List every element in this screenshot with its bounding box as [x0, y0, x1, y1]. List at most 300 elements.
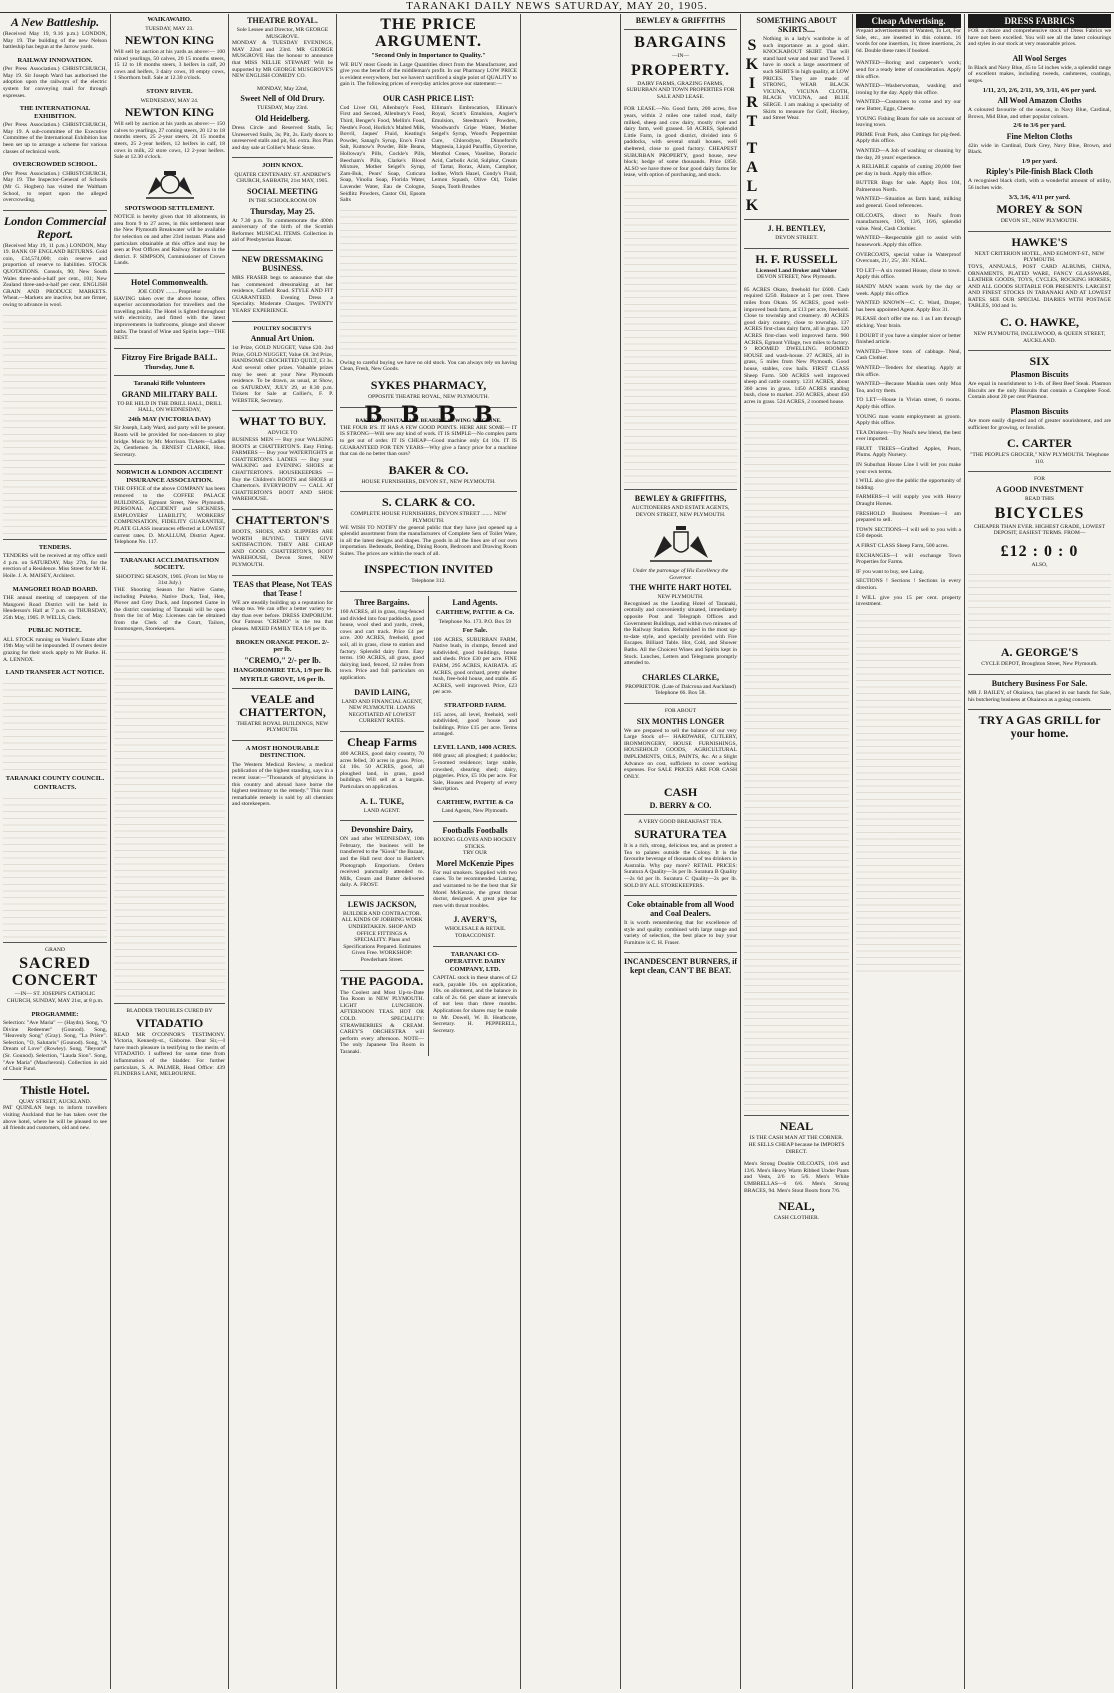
price-list-left: Cod Liver Oil, Allenbury's Food, First and Second, Allenbury's Food, Third, Benger's Food, Mellin's Food, Nestle's Food, Horlick's Malted Milk, Bovril, Jaques' Fluid, Keating's Powder, Sanagi's Syrup, Eno's Fruit Salt, Kutnow's Powder, Bile Beans, Holloway's Pills, Cockle's Pills, Beecham's Pills, Clarke's Blood Mixture, Mother Seigel's Syrup, Zam-Buk, Pears' Soap, Cuticura Soap, Vinolia Soap, Florida Water, Lavender Water, Eau de Cologne, Seidlitz Powders, Castor Oil, Epsom Salts — [340, 104, 426, 204]
notice-heading: PUBLIC NOTICE. — [28, 627, 82, 635]
tobacconist-details: WHOLESALE & RETAIL TOBACCONIST. — [444, 926, 506, 939]
event-text: At 7.30 p.m. To commemorate the 400th anniversary of the birth of the Scottish Reformer. MUSICAL ITEMS. Collection in aid of Presbyterian Bazaar. — [232, 217, 333, 244]
advice-title: WHAT TO BUY. — [238, 414, 327, 429]
tea-price: HANGOROMIRE TEA, 1/9 per lb. — [233, 666, 332, 674]
sale-heading: WAIKAWAHO. — [147, 16, 192, 23]
classified-ad: YOUNG Fishing Boats for sale on account of leaving town. — [856, 115, 961, 129]
notice-heading: CONTRACTS. — [33, 784, 77, 792]
skirts-text: Nothing in a lady's wardrobe is of such importance as a good skirt. KNOCKABOUT SKIRT. That will stand hard wear and tear and Tweed. I have in stock a large assortment of such SKIRTS in high quality, at LOW PRICES. They are made of STRONG, WEAR BLACK VICUNA, VICUNA CLOTH, BLACK VICUNA, and BLUE SERGE. I am making a speciality of Skirts to measure for Golf, Hockey, and Street Wear. — [763, 36, 849, 122]
text-block — [3, 315, 107, 535]
price-list-right: Elliman's Embrocation, Elliman's Royal, Scott's Emulsion, Angier's Emulsion, Steedman's Powders, Woodward's Gripe Water, Mother Seigel's Syrup, Wood's Peppermint Cure, Chlorodyne, Dinneford's Magnesia, Liquid Paraffin, Glycerine, Menthol Cones, Vaseline, Boracic Acid, Carbolic Acid, Sulphur, Cream of Tartar, Borax, Alum, Camphor, Iodine, Witch Hazel, Condy's Fluid, Lemon Squash, Olive Oil, Toilet Soaps, Tooth Brushes — [431, 104, 517, 190]
business-title: NEW DRESSMAKING BUSINESS. — [241, 254, 324, 273]
classified-ad: TO LET—A six roomed House, close to town. Apply this office. — [856, 267, 961, 281]
clothier-name: NEAL — [779, 1119, 814, 1134]
notice-text: NOTICE is hereby given that 10 allotments, in area from 9 to 27 acres, in this settlement near the New Plymouth Breakwater will be available for selection on and after 23rd instant. Plans and particulars obtainable at this office and may be seen at Post Offices and Railway Stations in the district. F. SIMPSON, Commissioner of Crown Lands. — [114, 214, 225, 267]
column-8 — [853, 14, 964, 1689]
divider — [340, 491, 517, 492]
auctioneer-name: NEWTON KING — [124, 105, 215, 120]
shop-address: NEXT CRITERION HOTEL, AND EGMONT-ST., NEW PLYMOUTH. — [974, 250, 1105, 264]
sale-text: Will sell by auction at his yards as above:— 150 calves to yearlings, 27 coming steers, 20 12 to 18 months steers, 25 2-year steers, 24 15 months steers, 25 2-year heifers, 12 heifers in calf, 18 cows in milk, 22 store cows, 12 2-year heifers. Sale at 12.30 o'clock. — [114, 121, 225, 161]
vertical-letter: K — [745, 56, 759, 73]
divider — [114, 348, 225, 349]
clothier-tagline: CASH CLOTHIER. — [773, 1215, 820, 1222]
event-place: IN THE SCHOOLROOM ON — [248, 198, 317, 204]
tea-title: TEAS that Please, Not TEAS that Tease ! — [232, 579, 333, 598]
divider — [232, 575, 333, 576]
classified-ad: WANTED—Washerwoman, washing and ironing by the day. Apply this office. — [856, 83, 961, 96]
butchery-title: Butchery Business For Sale. — [991, 678, 1088, 688]
vertical-letter: T — [746, 140, 758, 157]
sale-date: WEDNESDAY, MAY 24. — [140, 97, 199, 104]
event-heading: Taranaki Rifle Volunteers — [133, 380, 206, 388]
classified-ad: EXCHANGES—I will exchange Town Properties for Farms. — [856, 552, 961, 566]
grocer-name: C. CARTER — [1007, 436, 1072, 451]
firm-name: D. BERRY & CO. — [649, 801, 712, 811]
farms-title: Cheap Farms — [347, 734, 417, 749]
notice-text: TENDERS will be received at my office until 4 p.m. on SATURDAY, May 27th, for the erection of a Residence. Miss Street for Mr H. Hoile. J. A. MAISEY, Architect. — [3, 553, 107, 579]
column-3 — [229, 14, 336, 1689]
classified-ad: WANTED—Respectable girl to assist with housework. Apply this office. — [856, 235, 961, 249]
shop-owner: C. O. HAWKE, — [999, 315, 1079, 330]
shop-title: CHATTERTON'S — [235, 513, 330, 527]
tea-text: It is a rich, strong, delicious tea, and as protect a Tea to palates outside the Colony. It is the favourite beverage of thousands of tea drinkers in Australia. Why pay more? RETAIL PRICES: Suratura A Quality—3s per lb. Suratura B Quality—2s 6d per lb. Suratura C Quality—2s per lb. SOLD BY ALL STOREKEEPERS. — [624, 842, 737, 889]
tobacconist-name: J. AVERY'S, — [453, 915, 497, 925]
hotel-place: NEW PLYMOUTH. — [657, 594, 704, 601]
divider — [114, 273, 225, 274]
classified-list — [856, 60, 961, 607]
burners-title: INCANDESCENT BURNERS, if kept clean, CAN'T BE BEAT. — [624, 957, 737, 976]
event-text: Sir Joseph, Lady Ward, and party will be present. Room will be provided for non-dancers to play bridge. Music by Mr. Morrison. Tickets—Ladies 2s, Gentlemen 3s. ERNEST CLARKE, Hon. Secretary. — [114, 425, 225, 458]
divider — [340, 895, 424, 896]
news-text: (Per Press Association.) CHRISTCHURCH, May 19. Sir Joseph Ward has authorised the adoption upon the railways of the electric system for conveying mail for through expresses. — [3, 66, 107, 99]
firm-name: S. CLARK & CO. — [381, 495, 475, 510]
invest-prefix: FOR — [1034, 476, 1045, 483]
divider — [968, 709, 1111, 710]
play-date: MONDAY, May 22nd, — [257, 85, 308, 92]
draper-address: DEVON ST., NEW PLYMOUTH. — [1000, 218, 1079, 225]
concert-title: SACRED CONCERT — [11, 955, 99, 990]
divider — [3, 1079, 107, 1080]
also-label: ALSO, — [1031, 561, 1048, 568]
pipes-text: For real smokers. Supplied with two cases. To be recommended. Lasting, and warranted to be the best that Sir Morel McKenzie, the great throat doctor, designed. A great pipe for men with throat troubles. — [433, 869, 517, 909]
letter-b: B — [400, 401, 420, 428]
programme-heading: PROGRAMME: — [31, 1010, 79, 1018]
notice-text: ALL STOCK running on Vealer's Estate after 19th May will be impounded. If owners desire grazing for their stock apply to Mr Burke. H. A. LENNOX. — [3, 636, 107, 663]
tea-brand: SURATURA TEA — [634, 826, 727, 841]
sale-title: SIX MONTHS LONGER — [636, 716, 725, 726]
column-4 — [337, 14, 520, 1689]
vertical-letter: I — [748, 75, 756, 92]
bargains-in: —IN— — [671, 53, 690, 59]
remedy-text: READ MR O'CONNOR'S TESTIMONY. Victoria, Kennedy-st., Gisborne. Dear Sir,—I have much pleasure in testifying to the merits of VITADATIO. I suffered for some time from inflammation of the bladder. For further particulars, S. A. PALMER, Head Office: 439 FLINDERS LANE, MELBOURNE. — [114, 1031, 225, 1078]
company-text: CAPITAL stock in these shares of £2 each, payable 10s. on application, 10s. on allotment, and the balance in calls of 2s. 6d. per share at intervals of not less than three months. Applications for shares may be made to Mr. Dowell, W. B. Heathcote, Secretary. H. PEPPERELL, Secretary. — [433, 975, 517, 1034]
text-block — [3, 798, 107, 938]
try-label: TRY OUR — [463, 850, 487, 857]
concert-details: —IN— ST. JOSEPH'S CATHOLIC CHURCH, SUNDAY, MAY 21st, at 8 p.m. — [6, 991, 104, 1004]
agent-details: LAND AGENT. — [363, 807, 401, 814]
tea-price: MYRTLE GROVE, 1/6 per lb. — [240, 676, 325, 684]
text-block — [3, 683, 107, 773]
classified-ad: FRUIT TREES—Grafted Apples, Pears, Plums. Apply Nursery. — [856, 445, 961, 459]
text-block — [856, 614, 961, 974]
firm-name: CARTHEW, PATTIE & Co. — [435, 609, 515, 617]
theatre-lessee: Sole Lessee and Director, MR GEORGE MUSGROVE. — [236, 27, 329, 40]
fabric-title: All Wool Serges — [1012, 53, 1067, 63]
event-title: GRAND MILITARY BALL — [121, 389, 218, 399]
fabric-price: 1/9 per yard. — [1021, 157, 1058, 165]
vertical-letter: S — [747, 37, 757, 54]
price-list-footnote: Owing to careful buying we have no old stock. You can always rely on having Clean, Fresh, New Goods. — [340, 359, 517, 373]
telephone: Telephone 312. — [411, 578, 446, 585]
fabric-text: In Black and Navy Blue, 45 to 54 inches wide, a splendid range of excellent makes, including tweeds, cashmeres, coatings, serges. — [968, 64, 1111, 84]
advice-text: BUSINESS MEN — Buy your WALKING BOOTS at CHATTERTON'S. Easy Fitting. FARMERS — Buy your WATERTIGHTS at CHATTERTON'S. LADIES — Buy your WALKING and EVENING SHOES at CHATTERTON'S. HOUSEKEEPERS — Buy the Children's BOOTS and SHOES at Chatterton's. EVERYBODY — CALL AT CHATTERTON'S BOOT AND SHOE WAREHOUSE. — [232, 437, 333, 503]
land-agents-heading: Land Agents. — [452, 598, 498, 608]
masthead: TARANAKI DAILY NEWS SATURDAY, MAY 20, 1905. — [0, 0, 1114, 13]
grocer-details: "THE PEOPLE'S GROCER," NEW PLYMOUTH. Telephone 110. — [970, 452, 1109, 465]
vertical-letter: A — [746, 159, 758, 176]
divider — [744, 1115, 849, 1116]
society-subheading: SHOOTING SEASON, 1905. (From 1st May to 31st July.) — [115, 573, 224, 587]
cheap-advertising-intro: Prepaid advertisements of Wanted, To Let, For Sale, etc., are inserted in this column. 16 words for one insertion, 1s; three insertions, 2s 6d. Double these rates if booked. — [856, 28, 961, 54]
property-title: PROPERTY. — [631, 61, 730, 79]
divider — [3, 210, 107, 211]
classified-ad: IN Suburban House Line I will let you make your own terms. — [856, 462, 961, 475]
article-heading: A MOST HONOURABLE DISTINCTION. — [245, 744, 320, 760]
clothier-items: Men's Strong Double OILCOATS, 10/6 and 13/6. Men's Heavy Warm Ribbed Under Pants and Vests, 2/6 to 5/6. Men's White UMBRELLAS—6 6/6. Men's Strong BRACES, 9d. Men's Stout Boots from 7/6. — [744, 1161, 849, 1194]
play-title: Old Heidelberg. — [255, 113, 310, 123]
cheap-advertising-title: Cheap Advertising. — [856, 14, 961, 28]
divider — [624, 29, 737, 30]
divider — [232, 321, 333, 322]
classified-ad: TOWN SECTIONS—I will sell to you with a £50 deposit. — [856, 526, 961, 540]
society-heading: TARANAKI ACCLIMATISATION SOCIETY. — [120, 556, 219, 572]
shop-text: TOYS, ANNUALS, POST CARD ALBUMS, CHINA, ORNAMENTS, PLATED WARE, FANCY GLASSWARE, LEATHER GOODS, TOYS, CYCLES, ROCKING HORSES, AND ALL GOODS SUITABLE FOR PRESENTS. LARGEST AND FINEST STOCKS IN TARANAKI AND AT LOWEST RATES. SEE OUR SPECIAL DIARIES WITH POSTAGE TABLES, 10d and 1s. — [968, 263, 1111, 310]
broker-name: H. F. RUSSELL — [755, 251, 838, 266]
draper-name: MOREY & SON — [996, 202, 1083, 217]
event-heading: JOHN KNOX. — [262, 162, 303, 170]
longer-prefix: FOR ABOUT — [664, 708, 697, 714]
divider — [232, 410, 333, 411]
classified-ad: A FIRST CLASS Sheep Farm, 500 acres. — [856, 543, 949, 549]
property-subtitle: DAIRY FARMS, GRAZING FARMS, SUBURBAN AND TOWN PROPERTIES FOR SALE AND LEASE. — [626, 80, 735, 100]
report-body: (Received May 19, 11 p.m.) LONDON, May 19. BANK OF ENGLAND RETURNS. Gold coin, £34,574,000; coin reserve and proportion of reserve to liabilities. STOCK QUOTATIONS. Consols, 90; New South Wales three-and-a-half per cent., 101; New Zealand three-and-a-half per cent. ENGLISH GRAIN AND PRODUCE MARKETS. Wheat.—Markets are inactive, but are firmer, owing to advance in wool. — [3, 242, 107, 309]
tearoom-text: The Coolest and Most Up-to-Date Tea Room in NEW PLYMOUTH. LIGHT LUNCHEON. AFTERNOON TEAS. HOT OR COLD. SPECIALITY: STRAWBERRIES & CREAM. CAREY'S ORCHESTRA will perform every afternoon. NOTE—The only Japanese Tea Room in Taranaki. — [340, 989, 424, 1055]
property-text: FOR LEASE.—No. Good farm, 200 acres, five years, within 2 miles one tailed road, daily milked, sheep and cow dairy, mostly river and dairy farm, well grassed. 50 ACRES, Splendid Little Farm, in good district, divided into 6 paddocks, with several small houses, well sheltered, close to good factory. CHEAPEST SUBURBAN PROPERTY, good house, new block; hedge of some thousands. Price £850. ALSO we have three or four good dairy farms for lease, with option of purchasing, and stock. — [624, 106, 737, 179]
classified-ad: SECTIONS ! Sections ! Sections in every direction. — [856, 578, 961, 591]
agent-name: DAVID LAING, — [354, 687, 410, 697]
fabric-text: 42in wide in Cardinal, Dark Grey, Navy Blue, Brown, and Black. — [968, 142, 1111, 156]
news-text: (Per Press Association.) CHRISTCHURCH, May 19. The Inspector-General of Schools (Mr G. Hogben) has visited the Waltham School, to report upon the alleged overcrowding. — [3, 170, 107, 204]
sports-goods: BOXING GLOVES AND HOCKEY STICKS. — [433, 837, 517, 850]
biscuits-text: Are equal in nourishment to 1-lb. of Best Beef Steak. Plasmon Biscuits are the only Biscuits that contain a Complete Food. Contain about 20 per cent Plasmon. — [968, 381, 1111, 401]
divider — [340, 820, 424, 821]
classified-ad: BUTTER Bags for sale. Apply Box 104, Palmerston North. — [856, 180, 961, 193]
skirt-talk-vertical — [744, 36, 760, 215]
divider — [968, 231, 1111, 232]
insurance-text: THE OFFICE of the above COMPANY has been removed to the COFFEE PALACE BUILDINGS, Egmont Street, New Plymouth. PERSONAL ACCIDENT and SICKNESS, EMPLOYERS' LIABILITY, WORKERS' COMPENSATION, FIDELITY GUARANTEE, PLATE GLASS insurances effected at LOWEST current rates. D. McALLUM, District Agent. Telephone No. 117. — [114, 486, 225, 546]
classified-ad: WANTED KNOWN—C. C. Ward, Draper, has been appointed Agent. Apply Box 31. — [856, 300, 961, 313]
notice-heading: SPOTSWOOD SETTLEMENT. — [124, 204, 215, 212]
tea-price: "CREMO," 2/- per lb. — [244, 655, 321, 665]
divider — [624, 895, 737, 896]
tea-price: BROKEN ORANGE PEKOE. 2/- per lb. — [235, 638, 330, 654]
divider — [114, 552, 225, 553]
dress-fabrics-text: FOR a choice and comprehensive stock of Dress Fabrics we have not been excelled. You will see all the latest colourings and styles in our stock at very reasonable prices. — [968, 28, 1111, 48]
text-block — [114, 639, 225, 999]
classified-ad: OILCOATS, direct to Neal's from manufacturers, 10/6, 13/6, 16/6, splendid value. Neal, Cash Clothier. — [856, 212, 961, 232]
biscuits-title: Plasmon Biscuits — [1010, 407, 1069, 417]
shop-text: BOOTS, SHOES, AND SLIPPERS ARE WORTH BUYING. THEY GIVE SATISFACTION. THEY ARE CHEAP AND GOOD. CHATTERTON'S, BOOT WAREHOUSE, Devon Street, NEW PLYMOUTH. — [232, 529, 333, 568]
classified-ad: TO LET—House in Vivian street, 6 rooms. Apply this office. — [856, 397, 961, 410]
invest-subtitle: READ THIS — [1025, 496, 1054, 502]
clothier-text: HE SELLS CHEAP because he IMPORTS DIRECT. — [748, 1142, 845, 1155]
coke-text: It is worth remembering that for excellence of style and quality combined with large range and variety of selection, the best place to buy your Furniture is C. H. Fraser. — [624, 920, 737, 946]
news-text: (Per Press Association.) CHRISTCHURCH, May 19. A sub-committee of the Executive Committee of the International Exhibition has been set up to arrange a scheme for various classes of technical work. — [3, 122, 107, 155]
sale-text: 100 ACRES, SUBURBAN FARM, Native bush, in clumps, fenced and subdivided, good buildings, house and sheds. Price £30 per acre. FINE FARM, 295 ACRES, KAIRATA. 45 ACRES, good orchard, pretty shelter bush, free-hold house, and stable. 45 ACRES, well improved. Price, £23 per acre. — [433, 636, 517, 696]
event-place: TO BE HELD IN THE DRILL HALL, DRILL HALL, ON WEDNESDAY, — [117, 400, 222, 414]
event-date: Thursday, May 25. — [250, 206, 315, 216]
dress-fabrics-title: DRESS FABRICS — [968, 14, 1111, 28]
draper-address: DEVON STREET. — [775, 235, 818, 241]
divider — [433, 821, 517, 822]
column-2 — [111, 14, 228, 1689]
letter-b: B — [437, 401, 457, 428]
column-6 — [621, 14, 740, 1689]
classified-ad: I WILL also give the public the opportunity of bidding. — [856, 478, 961, 491]
pharmacy-address: OPPOSITE THEATRE ROYAL, NEW PLYMOUTH. — [367, 393, 490, 400]
classified-ad: FARMERS—I will supply you with Heavy Draught Horses. — [856, 494, 961, 508]
divider — [433, 946, 517, 947]
classified-ad: YOUNG man wants employment as groom. Apply this office. — [856, 413, 961, 427]
machine-name: BAKER'S BONITA BALL BEARING SEWING MACHINE. — [355, 418, 502, 425]
fabric-title: Ripley's Pile-finish Black Cloth — [986, 167, 1093, 177]
hotel-address: QUAY STREET, AUCKLAND. — [18, 1098, 92, 1105]
divider — [744, 248, 849, 249]
hotel-title: THE WHITE HART HOTEL — [629, 583, 732, 593]
shop-branches: NEW PLYMOUTH, INGLEWOOD, & QUEEN STREET, AUCKLAND. — [973, 331, 1106, 344]
divider — [968, 350, 1111, 351]
divider — [232, 250, 333, 251]
divider — [3, 539, 107, 540]
divider — [232, 688, 333, 689]
firm-address: THEATRE ROYAL BUILDINGS, NEW PLYMOUTH. — [236, 720, 329, 734]
biscuits-text: Are more easily digested and of greater nourishment, and are sufficient for growing, or Invalids. — [968, 418, 1111, 431]
sale-date: TUESDAY, MAY 23. — [145, 25, 194, 32]
classified-ad: HANDY MAN wants work by the day or week. Apply this office. — [856, 284, 961, 297]
footballs-title: Footballs Footballs — [442, 826, 508, 836]
article-text: The Western Medical Review, a medical publication of the highest standing, says in a recent issue:—"Thousands of physicians in this country and abroad have borne the highest testimony to the remedy." This most remarkable remedy is sold by all chemists and storekeepers. — [232, 761, 333, 808]
classified-ad: A RELIABLE capable of cutting 20,000 feet per day in bush. Apply this office. — [856, 164, 961, 177]
sale-heading: For Sale. — [462, 627, 488, 635]
divider — [340, 731, 424, 732]
vertical-letter: L — [746, 178, 758, 195]
lower-split — [340, 596, 517, 1056]
divider — [624, 703, 737, 704]
vertical-letter: T — [746, 113, 758, 130]
news-text: (Received May 19, 9.16 p.m.) LONDON, May 19. The building of the new Nelson battleship has begun at the Jarrow yards. — [3, 31, 107, 51]
inspection-banner: INSPECTION INVITED — [363, 562, 494, 577]
cash-label: CASH — [663, 785, 698, 800]
firm-address: HOUSE FURNISHERS, DEVON ST., NEW PLYMOUTH. — [361, 478, 496, 485]
firm-name: BAKER & CO. — [388, 462, 469, 477]
ball-date: Thursday, June 8. — [144, 363, 195, 371]
hotel-text: PAT QUINLAN begs to inform travellers visiting Auckland that he has taken over the above hotel, where he will be pleased to see all friends and customers, old and new. — [3, 1105, 107, 1132]
clothier-tagline: IS THE CASH MAN AT THE CORNER. — [749, 1135, 844, 1142]
farm-text: 115 acres, all level, freehold, well subdivided, good house and buildings. Price £15 per acre. Terms arranged. — [433, 711, 517, 738]
price-argument-subtitle: "Second Only in Importance to Quality." — [371, 52, 486, 59]
theatre-prices: Dress Circle and Reserved Stalls, 5s; Unreserved Stalls, 3s; Pit, 2s. Early doors to unreserved stalls and pit, 6d. extra. Box Plan and day sale at Collier's Music Store. — [232, 124, 333, 151]
company-heading: TARANAKI CO-OPERATIVE DAIRY COMPANY, LTD. — [444, 950, 506, 973]
shop-title: HAWKE'S — [1011, 234, 1068, 249]
telephone: Telephone No. 173. P.O. Box 59 — [438, 618, 512, 625]
classified-ad: I WILL give you 15 per cent. property investment. — [856, 594, 961, 608]
agent-details: LAND AND FINANCIAL AGENT, NEW PLYMOUTH. LOANS NEGOTIATED AT LOWEST CURRENT RATES. — [341, 698, 423, 725]
firm-address: Land Agents, New Plymouth. — [441, 808, 509, 815]
classified-ad: TEA Drinkers—Try Neal's new blend, the best ever imported. — [856, 429, 961, 443]
insurance-heading: NORWICH & LONDON ACCIDENT INSURANCE ASSOCIATION. — [116, 469, 223, 484]
classified-ad: WANTED—Boring and carpenter's work; send for a ready letter of consideration. Apply this office. — [856, 60, 961, 80]
divider — [624, 952, 737, 953]
notice-heading: MANGOREI ROAD BOARD. — [12, 585, 98, 593]
column-1 — [0, 14, 110, 1689]
column-rule — [428, 596, 429, 1056]
notice-heading: TARANAKI COUNTY COUNCIL. — [5, 774, 105, 782]
news-item — [3, 57, 107, 99]
broker-address: DEVON STREET, New Plymouth. — [757, 274, 836, 281]
cycle-depot-address: CYCLE DEPOT, Broughton Street, New Plymouth. — [981, 661, 1098, 668]
divider — [624, 814, 737, 815]
column-rule — [520, 14, 521, 1689]
event-subheading: QUATER CENTENARY. ST. ANDREW'S CHURCH, SABBATH, 21st MAY, 1905. — [234, 171, 331, 185]
machine-text: THE FOUR B'S. IT HAS A FEW GOOD POINTS. HERE ARE SOME— IT IS STRONG—Will sew any kind of work. IT IS SIMPLE—No complex parts to get out of order. IT IS CHEAP—Good machine only £4 10s. IT IS GUARANTEED FOR TEN YEARS—Why give a fancy price for a machine that can do no better than ours? — [340, 424, 517, 458]
patronage-line: Under the patronage of His Excellency the Governor. — [632, 568, 729, 581]
pipes-title: Morel McKenzie Pipes — [436, 858, 514, 868]
lower-left — [340, 596, 424, 1056]
gas-grill-title: TRY A GAS GRILL for your home. — [978, 713, 1101, 741]
firm-name: BEWLEY & GRIFFITHS, — [634, 493, 727, 503]
bicycles-title: BICYCLES — [994, 504, 1085, 522]
vertical-letter: R — [746, 94, 758, 111]
proprietor-name: CHARLES CLARKE, — [642, 672, 719, 682]
remedy-name: VITADATIO — [135, 1015, 204, 1030]
news-item — [3, 16, 107, 51]
skirt-talk — [744, 36, 849, 215]
auctioneer-name: NEWTON KING — [124, 33, 215, 48]
builder-text: BUILDER AND CONTRACTOR. ALL KINDS OF JOBBING WORK UNDERTAKEN. SHOP AND OFFICE FITTINGS A SPECIALITY. Plans and Specifications Prepared. Estimates Given Free. WORKSHOP: Powderham Street. — [341, 910, 423, 964]
tea-subheading: A VERY GOOD BREAKFAST TEA. — [638, 819, 723, 826]
bargains-title: Three Bargains. — [354, 598, 410, 608]
divider — [232, 509, 333, 510]
properties-text: 85 ACRES Okato, freehold for £600. Cash required £250. Balance at 5 per cent. Three miles from Okato. 95 ACRES, good well-improved bush farm, at £13 per acre, freehold. Close to township and creamery. 40 ACRES good dairy country, close to township. 137 ACRES first-class dairy farm, all in grass. 120 ACRES first-class well improved farm. 960 ACRES, Egmont Village, two miles to factory. 9 ROOMED DWELLING. ROOMED HOUSE and wash-house. 27 ACRES, all in grass, 5 miles from New Plymouth. Good house, stables, cow bails. FIRST CLASS Sheep Farm. 500 ACRES well improved sheep and cattle country. 1231 ACRES, about 360 acres in grass. 1450 ACRES standing bush, close to market. 250 ACRES, about 450 acres in grass. 524 ACRES, 2 roomed house. — [744, 286, 849, 405]
cycle-depot-name: A. GEORGE'S — [1000, 645, 1079, 660]
letter-b: B — [474, 401, 493, 428]
biscuits-title: Plasmon Biscuits — [1010, 370, 1069, 380]
bicycle-price: £12 : 0 : 0 — [1000, 542, 1079, 560]
society-text: THE Shooting Season for Native Game, including Pukeko, Native Duck, Teal, Hen, Plover and Grey Duck, and Imported Game in the district consisting of Taranaki will be open from the 1st of May. Licenses can be obtained from the Clerk of the Court, Tailors, Ironmongers, Storekeepers. — [114, 586, 225, 633]
theatre-text: MONDAY & TUESDAY EVENINGS, MAY 22nd and 23rd. MR GEORGE MUSGROVE Has the honour to announce that MISS NELLIE STEWART Will be supported by MR GEORGE MUSGROVE'S NEW ENGLISH COMEDY CO. — [232, 40, 333, 80]
classified-ad: FRESHOLD Business Premises—I am prepared to sell. — [856, 510, 961, 524]
price-argument-intro: WE BUY most Goods in Large Quantities direct from the Manufacturer, and give you the benefit of the middleman's profit. In our Pharmacy LOW PRICE is evident everywhere, but we haven't sacrificed a single point of QUALITY to gain it. The following prices of everyday articles prove our statement:— — [340, 61, 517, 88]
fabric-price: 1/11, 2/3, 2/6, 2/11, 3/9, 3/11, 4/6 per yard. — [982, 86, 1097, 94]
divider — [340, 591, 517, 592]
theatre-title: THEATRE ROYAL. — [247, 16, 318, 25]
classified-ad: WANTED—Tenders for shearing. Apply at this office. — [856, 364, 961, 378]
pharmacy-name: SYKES PHARMACY, — [370, 377, 487, 392]
advice-subheading: ADVICE TO — [267, 430, 298, 437]
hotel-title: Hotel Commonwealth. — [131, 277, 208, 287]
news-headline: A New Battleship. — [10, 15, 100, 29]
art-union-heading: POULTRY SOCIETY'S — [253, 325, 312, 332]
classified-ad: IF you want to buy, see Laing. — [856, 568, 924, 575]
draper-name: J. H. BENTLEY, — [767, 224, 826, 233]
divider — [232, 740, 333, 741]
news-item — [3, 105, 107, 155]
skirts-title: SOMETHING ABOUT SKIRTS.... — [756, 16, 837, 34]
fabric-title: Fine Melton Cloths — [1006, 131, 1073, 141]
divider — [968, 471, 1111, 472]
classified-ad: PRIME Fruit Pork, also Cuttings for pig-feed. Apply this office. — [856, 131, 961, 145]
classified-ad: WANTED—Three tons of cabbage. Neal, Cash Clothier. — [856, 348, 961, 362]
divider — [3, 942, 107, 943]
classified-ad: WANTED—Customers to come and try our new Butter, Eggs, Cheese. — [856, 99, 961, 112]
firm-name: VEALE and CHATTERTON, — [239, 691, 326, 719]
divider — [744, 219, 849, 220]
column-9 — [965, 14, 1114, 1689]
bargains-title: BARGAINS — [634, 34, 727, 51]
price-argument-title: THE PRICE ARGUMENT. — [375, 16, 482, 50]
fabric-title: All Wool Amazon Cloths — [997, 96, 1082, 106]
fabric-text: A recognised black cloth, with a wonderful amount of utility, 56 inches wide. — [968, 178, 1111, 192]
price-list — [340, 105, 517, 204]
sale-text: We are prepared to sell the balance of our very Large Stock of— HARDWARE, CUTLERY, IRONMONGERY, HOUSE FURNISHINGS, HOUSEHOLD GOODS, AGRICULTURAL IMPLEMENTS, OILS, PAINTS, &c. At a Slight Advance on cost, sufficient to cover working expenses. For SALE PRICES ARE FOR CASH ONLY. — [624, 727, 737, 780]
bargains-text: 160 ACRES, all in grass, ring-fenced and divided into four paddocks, good house, wool shed and yards, creek, cows and cart track. Price £4 per acre. 200 ACRES, freehold, good soil, all in grass, close to station and factory. Splendid dairy farm. Easy terms. 190 ACRES, all grass, good dairying land, fenced, 12 miles from town. Price and full particulars on application. — [340, 609, 424, 681]
fabric-price: 3/3, 3/6, 4/11 per yard. — [1008, 193, 1071, 201]
farm-text: 800 grass; all ploughed; 4 paddocks; 5-roomed residence; large stable, cowshed, shearing shed; dairy, piggeries. Price, £5 10s per acre. For Sale, Houses and Property of every description. — [433, 753, 517, 793]
agent-name: A. L. TUKE, — [360, 796, 404, 806]
event-title: SOCIAL MEETING — [247, 187, 318, 196]
notice-heading: LAND TRANSFER ACT NOTICE. — [5, 669, 105, 677]
classified-ad: OVERCOATS, special value in Waterproof Overcoats, 21/, 25/, 30/. NEAL. — [856, 251, 961, 265]
divider — [624, 489, 737, 490]
tearoom-title: THE PAGODA. — [340, 973, 424, 988]
news-headline: RAILWAY INNOVATION. — [17, 56, 93, 64]
notice-text: THE annual meeting of ratepayers of the Mangorei Road District will be held in Henderson's Hall at 7 p.m. on THURSDAY, 25th May, 1905. P. WELLS, Clerk. — [3, 595, 107, 621]
news-item — [3, 161, 107, 203]
news-headline: OVERCROWDED SCHOOL. — [12, 161, 98, 169]
coat-of-arms-icon — [646, 524, 716, 564]
hotel-text: HAVING taken over the above house, offers superior accommodation for travellers and the travelling public. The Hotel is lighted throughout with electricity, and fitted with the latest improvements in bathrooms, plunge and shower baths. The brand of Wine and Spirits kept—THE BEST. — [114, 295, 225, 342]
farm-heading: STRATFORD FARM. — [444, 702, 506, 709]
farms-text: 400 ACRES, good dairy country, 70 acres felled, 30 acres in grass. Price, £4 10s. 50 ACRES, good, all ploughed land, in grass, good buildings. Will sell at a bargain. Particulars on application. — [340, 750, 424, 790]
text-block — [624, 185, 737, 485]
firm-name: BEWLEY & GRIFFITHS — [635, 16, 726, 25]
play-title: Sweet Nell of Old Drury. — [240, 94, 325, 104]
invest-title: A GOOD INVESTMENT — [995, 485, 1084, 494]
butchery-text: MR J. BAILEY, of Okaiawa, has placed in our hands for Sale, his butchering business at Okaiawa as a going concern. — [968, 689, 1111, 703]
lower-right — [433, 596, 517, 1056]
ball-title: Fitzroy Fire Brigade BALL. — [121, 352, 218, 362]
six-label: SIX — [1029, 354, 1050, 369]
classified-ad: WANTED—Situation as farm hand, milking and general. Good references. — [856, 196, 961, 210]
bicycles-text: CHEAPER THAN EVER. HIGHEST GRADE, LOWEST DEPOSIT, EASIEST TERMS. FROM— — [973, 523, 1106, 537]
hotel-proprietor: JOE CODY ........ Proprietor — [137, 288, 202, 295]
divider — [340, 970, 424, 971]
price-list-heading: OUR CASH PRICE LIST: — [382, 93, 475, 103]
remedy-heading: BLADDER TROUBLES CURED BY — [126, 1008, 213, 1015]
firm-address: AUCTIONEERS AND ESTATE AGENTS, DEVON STREET, NEW PLYMOUTH. — [631, 504, 730, 518]
coke-title: Coke obtainable from all Wood and Coal Dealers. — [627, 900, 734, 919]
firm-text: WE WISH TO NOTIFY the general public that they have just opened up a splendid assortment from the manufacturers of Complete Sets of Toilet Ware, in all the latest designs and shapes. The goods in all the lines are of our own importation. Bedsteads, Bedding, Dining Room, Bedroom and Drawing Room Suites. The prices are within the reach of all. — [340, 524, 517, 557]
